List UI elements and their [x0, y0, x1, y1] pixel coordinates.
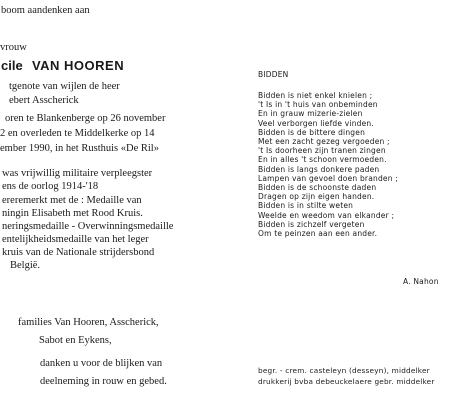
families-line-1: families Van Hooren, Asscherick, [18, 317, 159, 328]
poem-line: Weelde en weedom van elkander ; [258, 210, 395, 220]
memorial-card-left-panel [0, 0, 220, 400]
death-line: 2 en overleden te Middelkerke op 14 [0, 128, 155, 139]
service-line-1: was vrijwillig militaire verpleegster [2, 168, 153, 179]
title-line: vrouw [0, 42, 27, 53]
poem-line: Bidden is in stilte weten [258, 201, 354, 211]
poem-line: Om te peinzen aan een ander. [258, 229, 378, 239]
poem-line: Bidden is zichzelf vergeten [258, 219, 365, 229]
undertaker-line: begr. - crem. casteleyn (desseyn), middelker [258, 366, 430, 375]
poem-line: 't Is doorheen zijn tranen zingen [258, 146, 386, 156]
place-line: ember 1990, in het Rusthuis «De Ril» [0, 143, 159, 154]
thanks-line-2: deelneming in rouw en gebed. [40, 376, 167, 387]
medal-line-2: ningin Elisabeth met Rood Kruis. [2, 208, 143, 219]
intro-line: boom aandenken aan [1, 5, 90, 16]
poem-line: Lampen van gevoel doen branden ; [258, 173, 398, 183]
poem-line: En in alles 't schoon vermoeden. [258, 155, 387, 165]
deceased-given-name: cile [1, 58, 23, 73]
deceased-surname: VAN HOOREN [31, 58, 125, 73]
poem-line: Met een zacht gezeg vergoeden ; [258, 137, 390, 147]
poem-line: Bidden is niet enkel knielen ; [258, 91, 373, 100]
spouse-line-1: tgenote van wijlen de heer [9, 81, 120, 92]
poem-title: BIDDEN [258, 70, 289, 79]
deceased-name [1, 59, 124, 73]
printer-line: drukkerij bvba debeuckelaere gebr. middelker [258, 377, 435, 386]
medal-line-6: België. [10, 260, 41, 271]
poem [258, 91, 398, 238]
poem-line: Bidden is de schoonste daden [258, 183, 377, 193]
poem-line: Dragen op zijn eigen handen. [258, 192, 375, 202]
poem-line: En in grauw mizerie-zielen [258, 109, 363, 119]
medal-line-5: kruis van de Nationale strijdersbond [2, 247, 155, 258]
service-line-2: ens de oorlog 1914-'18 [2, 181, 99, 192]
poem-line: 't Is in 't huis van onbeminden [258, 100, 378, 110]
poem-line: Bidden is de bittere dingen [258, 127, 366, 137]
poem-line: Veel verborgen liefde vinden. [258, 118, 374, 128]
medal-line-1: ereremerkt met de : Medaille van [2, 195, 142, 206]
medal-line-4: entelijkheidsmedaille van het leger [2, 234, 149, 245]
spouse-line-2: ebert Asscherick [9, 95, 79, 106]
poem-author: A. Nahon [403, 277, 439, 286]
families-line-2: Sabot en Eykens, [39, 335, 112, 346]
poem-line: Bidden is langs donkere paden [258, 164, 380, 174]
memorial-card-right-panel [258, 0, 450, 400]
medal-line-3: neringsmedaille - Overwinningsmedaille [2, 221, 174, 232]
birth-line: oren te Blankenberge op 26 november [5, 113, 166, 124]
thanks-line-1: danken u voor de blijken van [40, 358, 163, 369]
